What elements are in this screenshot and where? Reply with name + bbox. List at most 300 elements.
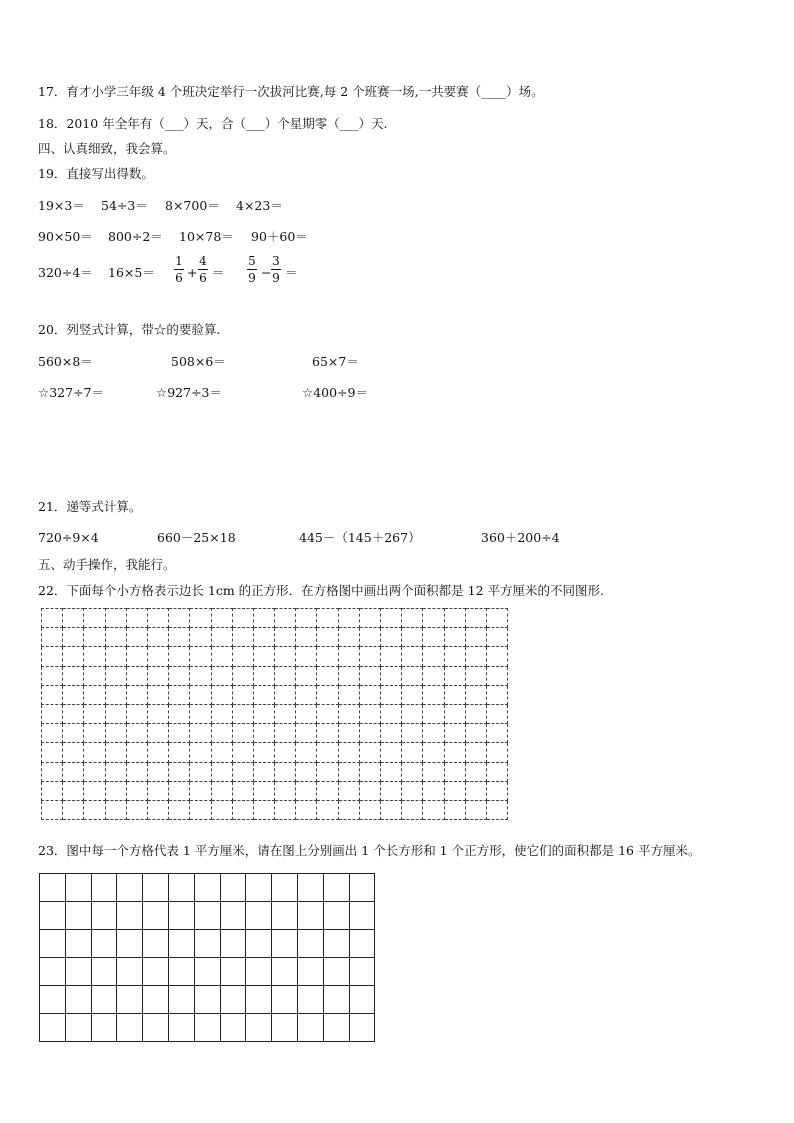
grid-cell <box>317 800 338 819</box>
grid-cell <box>232 704 253 723</box>
grid-cell <box>402 781 423 800</box>
grid-cell <box>91 874 117 902</box>
grid-cell <box>147 762 168 781</box>
grid-cell <box>402 724 423 743</box>
grid-cell <box>423 762 444 781</box>
grid-cell <box>147 800 168 819</box>
grid-cell <box>253 781 274 800</box>
grid-cell <box>40 958 66 986</box>
grid-cell <box>465 628 486 647</box>
grid-cell <box>253 628 274 647</box>
grid-cell <box>232 609 253 628</box>
grid-cell <box>169 685 190 704</box>
numerator: 1 <box>175 254 183 268</box>
denominator: 9 <box>272 271 280 285</box>
grid-cell <box>338 628 359 647</box>
equals-sign: ＝ <box>285 265 298 280</box>
grid-cell <box>63 647 84 666</box>
grid-cell <box>465 724 486 743</box>
grid-cell <box>65 874 91 902</box>
grid-cell <box>65 986 91 1014</box>
grid-cell <box>91 930 117 958</box>
numerator: 5 <box>248 254 256 268</box>
grid-cell <box>42 724 63 743</box>
grid-cell <box>126 685 147 704</box>
grid-cell <box>40 874 66 902</box>
denominator: 6 <box>175 271 183 285</box>
grid-cell <box>147 685 168 704</box>
grid-cell <box>338 704 359 723</box>
grid-cell <box>296 800 317 819</box>
grid-cell <box>126 704 147 723</box>
grid-cell <box>168 874 194 902</box>
grid-cell <box>194 1014 220 1042</box>
grid-cell <box>444 647 465 666</box>
grid-cell <box>317 781 338 800</box>
grid-cell <box>423 704 444 723</box>
grid-cell <box>190 704 211 723</box>
grid-cell <box>349 874 375 902</box>
grid-cell <box>338 743 359 762</box>
grid-cell <box>211 743 232 762</box>
grid-cell <box>359 647 380 666</box>
grid-cell <box>338 781 359 800</box>
grid-cell <box>91 1014 117 1042</box>
calc-item: 445－（145＋267） <box>299 530 421 545</box>
grid-cell <box>317 724 338 743</box>
grid-cell <box>444 628 465 647</box>
grid-cell <box>169 743 190 762</box>
grid-cell <box>211 609 232 628</box>
grid-cell <box>272 958 298 986</box>
calc-item: 10×78＝ <box>179 229 234 244</box>
grid-cell <box>211 724 232 743</box>
grid-cell <box>338 762 359 781</box>
grid-cell <box>169 781 190 800</box>
grid-cell <box>246 986 272 1014</box>
grid-cell <box>84 743 105 762</box>
grid-cell <box>143 902 169 930</box>
grid-cell <box>296 628 317 647</box>
grid-cell <box>105 704 126 723</box>
question-18: 18．2010 年全年有（___）天，合（___）个星期零（___）天. <box>38 116 388 131</box>
grid-cell <box>486 609 507 628</box>
grid-cell <box>117 986 143 1014</box>
grid-cell <box>297 874 323 902</box>
grid-cell <box>91 986 117 1014</box>
grid-cell <box>126 628 147 647</box>
grid-cell <box>272 1014 298 1042</box>
grid-cell <box>211 704 232 723</box>
grid-cell <box>444 685 465 704</box>
grid-cell <box>117 930 143 958</box>
grid-cell <box>65 902 91 930</box>
grid-cell <box>65 958 91 986</box>
grid-cell <box>194 874 220 902</box>
grid-cell <box>349 986 375 1014</box>
grid-cell <box>253 724 274 743</box>
grid-cell <box>40 930 66 958</box>
grid-cell <box>444 666 465 685</box>
solid-square-grid <box>39 873 375 1042</box>
grid-cell <box>232 762 253 781</box>
grid-cell <box>402 800 423 819</box>
grid-cell <box>143 874 169 902</box>
grid-cell <box>402 609 423 628</box>
calc-item: 560×8＝ <box>38 354 93 369</box>
dashed-square-grid <box>41 608 508 820</box>
grid-cell <box>423 609 444 628</box>
grid-cell <box>232 628 253 647</box>
grid-cell <box>349 902 375 930</box>
calc-item: 8×700＝ <box>165 198 220 213</box>
denominator: 9 <box>248 271 256 285</box>
grid-cell <box>63 609 84 628</box>
grid-cell <box>338 685 359 704</box>
grid-cell <box>253 647 274 666</box>
equals-sign: ＝ <box>212 265 225 280</box>
grid-cell <box>190 647 211 666</box>
grid-cell <box>147 781 168 800</box>
grid-cell <box>63 704 84 723</box>
grid-cell <box>105 724 126 743</box>
grid-cell <box>42 609 63 628</box>
grid-cell <box>486 666 507 685</box>
grid-cell <box>190 743 211 762</box>
grid-cell <box>211 647 232 666</box>
grid-cell <box>359 628 380 647</box>
grid-cell <box>63 628 84 647</box>
grid-cell <box>63 724 84 743</box>
grid-cell <box>105 685 126 704</box>
fraction <box>271 254 281 285</box>
grid-cell <box>42 685 63 704</box>
grid-cell <box>381 781 402 800</box>
calc-item: 16×5＝ <box>108 265 155 280</box>
grid-cell <box>246 902 272 930</box>
grid-cell <box>296 781 317 800</box>
grid-cell <box>317 609 338 628</box>
calc-item: 90＋60＝ <box>251 229 308 244</box>
calc-item: 65×7＝ <box>312 354 359 369</box>
grid-cell <box>169 628 190 647</box>
grid-cell <box>349 958 375 986</box>
grid-cell <box>126 781 147 800</box>
grid-cell <box>147 743 168 762</box>
grid-cell <box>338 800 359 819</box>
grid-cell <box>117 958 143 986</box>
grid-cell <box>486 647 507 666</box>
grid-cell <box>169 647 190 666</box>
grid-cell <box>169 609 190 628</box>
grid-cell <box>220 1014 246 1042</box>
grid-cell <box>275 800 296 819</box>
grid-cell <box>253 762 274 781</box>
grid-cell <box>246 874 272 902</box>
grid-cell <box>63 743 84 762</box>
operator: + <box>187 265 198 280</box>
grid-cell <box>40 986 66 1014</box>
grid-cell <box>194 958 220 986</box>
fraction <box>198 254 208 285</box>
grid-cell <box>486 800 507 819</box>
grid-cell <box>275 781 296 800</box>
grid-cell <box>359 762 380 781</box>
grid-cell <box>402 628 423 647</box>
calc-item: 19×3＝ <box>38 198 85 213</box>
grid-cell <box>349 930 375 958</box>
grid-cell <box>126 666 147 685</box>
grid-cell <box>211 800 232 819</box>
grid-cell <box>220 902 246 930</box>
grid-cell <box>275 743 296 762</box>
grid-cell <box>194 930 220 958</box>
grid-cell <box>117 1014 143 1042</box>
grid-cell <box>63 800 84 819</box>
grid-cell <box>105 666 126 685</box>
grid-cell <box>317 704 338 723</box>
grid-cell <box>275 762 296 781</box>
grid-cell <box>486 704 507 723</box>
grid-cell <box>296 743 317 762</box>
calc-item: 800÷2＝ <box>108 229 163 244</box>
grid-cell <box>275 704 296 723</box>
grid-cell <box>275 724 296 743</box>
grid-cell <box>402 647 423 666</box>
grid-cell <box>63 685 84 704</box>
question-20: 20．列竖式计算，带☆的要验算. <box>38 322 221 337</box>
fraction <box>247 254 257 285</box>
grid-cell <box>317 762 338 781</box>
grid-cell <box>126 724 147 743</box>
grid-cell <box>297 902 323 930</box>
grid-cell <box>444 724 465 743</box>
grid-cell <box>42 628 63 647</box>
grid-cell <box>349 1014 375 1042</box>
grid-cell <box>296 685 317 704</box>
grid-cell <box>296 609 317 628</box>
grid-cell <box>381 609 402 628</box>
grid-cell <box>465 800 486 819</box>
grid-cell <box>211 628 232 647</box>
grid-cell <box>194 902 220 930</box>
grid-cell <box>190 724 211 743</box>
grid-cell <box>169 800 190 819</box>
grid-cell <box>126 647 147 666</box>
grid-cell <box>190 800 211 819</box>
grid-cell <box>190 628 211 647</box>
grid-cell <box>63 762 84 781</box>
calc-item: 320÷4＝ <box>38 265 93 280</box>
grid-cell <box>317 666 338 685</box>
operator: − <box>261 265 272 280</box>
grid-cell <box>465 743 486 762</box>
grid-cell <box>211 666 232 685</box>
grid-cell <box>168 930 194 958</box>
grid-cell <box>423 666 444 685</box>
grid-cell <box>105 762 126 781</box>
grid-cell <box>84 762 105 781</box>
grid-cell <box>105 647 126 666</box>
grid-cell <box>359 743 380 762</box>
grid-cell <box>323 902 349 930</box>
grid-cell <box>444 704 465 723</box>
grid-cell <box>465 685 486 704</box>
grid-cell <box>296 647 317 666</box>
grid-cell <box>168 958 194 986</box>
grid-cell <box>444 781 465 800</box>
fraction <box>174 254 184 285</box>
section-5-heading: 五、动手操作，我能行。 <box>38 557 176 572</box>
grid-cell <box>323 930 349 958</box>
grid-cell <box>381 743 402 762</box>
grid-cell <box>317 685 338 704</box>
grid-cell <box>381 666 402 685</box>
grid-cell <box>296 704 317 723</box>
grid-cell <box>147 704 168 723</box>
grid-cell <box>126 743 147 762</box>
grid-cell <box>465 781 486 800</box>
grid-cell <box>275 685 296 704</box>
grid-cell <box>84 685 105 704</box>
grid-cell <box>105 781 126 800</box>
grid-cell <box>359 609 380 628</box>
section-4-heading: 四、认真细致，我会算。 <box>38 141 176 156</box>
grid-cell <box>190 685 211 704</box>
grid-cell <box>168 1014 194 1042</box>
grid-cell <box>143 958 169 986</box>
grid-cell <box>323 958 349 986</box>
grid-cell <box>323 986 349 1014</box>
grid-cell <box>402 762 423 781</box>
grid-cell <box>465 666 486 685</box>
grid-cell <box>91 902 117 930</box>
grid-cell <box>317 647 338 666</box>
grid-cell <box>220 930 246 958</box>
grid-cell <box>126 800 147 819</box>
grid-cell <box>486 781 507 800</box>
numerator: 4 <box>199 254 207 268</box>
grid-cell <box>232 781 253 800</box>
grid-cell <box>84 609 105 628</box>
grid-cell <box>381 762 402 781</box>
calc-item: 54÷3＝ <box>101 198 148 213</box>
grid-cell <box>296 762 317 781</box>
calc-item: 360＋200÷4 <box>481 530 560 545</box>
grid-cell <box>42 800 63 819</box>
grid-cell <box>168 986 194 1014</box>
calc-item: 720÷9×4 <box>38 530 99 545</box>
grid-cell <box>147 628 168 647</box>
grid-cell <box>91 958 117 986</box>
grid-cell <box>105 609 126 628</box>
grid-cell <box>359 724 380 743</box>
grid-cell <box>297 1014 323 1042</box>
grid-cell <box>338 724 359 743</box>
grid-cell <box>275 666 296 685</box>
grid-cell <box>126 762 147 781</box>
grid-cell <box>444 609 465 628</box>
grid-cell <box>275 628 296 647</box>
denominator: 6 <box>199 271 207 285</box>
grid-cell <box>232 743 253 762</box>
grid-cell <box>381 647 402 666</box>
grid-cell <box>486 724 507 743</box>
question-17: 17．育才小学三年级 4 个班决定举行一次拔河比赛,每 2 个班赛一场,一共要赛（____）场。 <box>38 84 544 99</box>
grid-cell <box>272 986 298 1014</box>
grid-cell <box>317 628 338 647</box>
grid-cell <box>402 666 423 685</box>
grid-cell <box>272 930 298 958</box>
grid-cell <box>211 685 232 704</box>
grid-cell <box>232 666 253 685</box>
grid-cell <box>84 724 105 743</box>
calc-item: 4×23＝ <box>236 198 283 213</box>
grid-cell <box>169 762 190 781</box>
grid-cell <box>297 930 323 958</box>
grid-cell <box>486 762 507 781</box>
grid-cell <box>381 628 402 647</box>
grid-cell <box>402 685 423 704</box>
grid-cell <box>232 724 253 743</box>
question-22: 22．下面每个小方格表示边长 1cm 的正方形．在方格图中画出两个面积都是 12 平方厘米的不同图形. <box>38 583 604 598</box>
grid-cell <box>423 724 444 743</box>
grid-cell <box>117 902 143 930</box>
grid-cell <box>232 685 253 704</box>
grid-cell <box>42 743 63 762</box>
grid-cell <box>381 685 402 704</box>
calc-item: ☆400÷9＝ <box>302 385 368 400</box>
grid-cell <box>253 609 274 628</box>
grid-cell <box>63 666 84 685</box>
grid-cell <box>246 930 272 958</box>
grid-cell <box>444 743 465 762</box>
grid-cell <box>117 874 143 902</box>
grid-cell <box>444 762 465 781</box>
grid-cell <box>423 743 444 762</box>
grid-cell <box>423 685 444 704</box>
grid-cell <box>40 902 66 930</box>
grid-cell <box>126 609 147 628</box>
grid-cell <box>143 1014 169 1042</box>
grid-cell <box>42 666 63 685</box>
grid-cell <box>147 647 168 666</box>
grid-cell <box>253 666 274 685</box>
grid-cell <box>143 986 169 1014</box>
grid-cell <box>296 666 317 685</box>
grid-cell <box>169 724 190 743</box>
grid-cell <box>65 930 91 958</box>
grid-cell <box>253 704 274 723</box>
grid-cell <box>63 781 84 800</box>
grid-cell <box>194 986 220 1014</box>
question-21: 21．递等式计算。 <box>38 499 142 514</box>
grid-cell <box>486 685 507 704</box>
grid-cell <box>190 762 211 781</box>
grid-cell <box>147 609 168 628</box>
grid-cell <box>465 762 486 781</box>
grid-cell <box>253 743 274 762</box>
grid-cell <box>338 609 359 628</box>
grid-cell <box>40 1014 66 1042</box>
grid-cell <box>84 666 105 685</box>
grid-cell <box>232 800 253 819</box>
question-23: 23．图中每一个方格代表 1 平方厘米，请在图上分别画出 1 个长方形和 1 个正方形，使它们的面积都是 16 平方厘米。 <box>38 843 701 858</box>
grid-cell <box>246 1014 272 1042</box>
grid-cell <box>359 704 380 723</box>
calc-item: ☆327÷7＝ <box>38 385 104 400</box>
grid-cell <box>423 647 444 666</box>
